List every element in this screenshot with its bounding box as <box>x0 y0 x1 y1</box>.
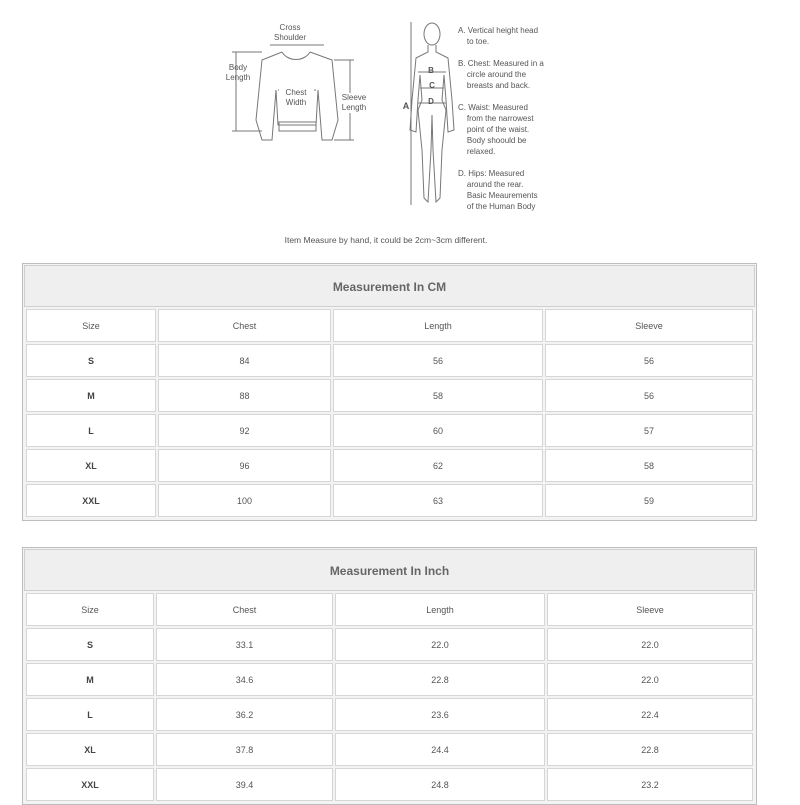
sleeve-cell: 22.0 <box>547 628 753 661</box>
table-title: Measurement In Inch <box>24 549 755 591</box>
column-header: Sleeve <box>545 309 753 342</box>
chest-cell: 36.2 <box>156 698 333 731</box>
column-header: Sleeve <box>547 593 753 626</box>
length-cell: 60 <box>333 414 543 447</box>
size-table <box>24 591 755 803</box>
cross-shoulder-label: Cross Shoulder <box>273 23 307 42</box>
column-header: Size <box>26 593 154 626</box>
column-header: Chest <box>158 309 331 342</box>
size-table <box>24 307 755 519</box>
size-cell: S <box>26 628 154 661</box>
length-cell: 22.0 <box>335 628 545 661</box>
sweater-hem <box>279 122 316 131</box>
length-cell: 56 <box>333 344 543 377</box>
size-cell: L <box>26 414 156 447</box>
length-cell: 23.6 <box>335 698 545 731</box>
table-title: Measurement In CM <box>24 265 755 307</box>
length-cell: 62 <box>333 449 543 482</box>
table-row <box>26 344 753 377</box>
sleeve-cell: 57 <box>545 414 753 447</box>
table-row <box>26 379 753 412</box>
table-header-row <box>26 309 753 342</box>
sleeve-length-label: Sleeve Length <box>338 93 370 113</box>
table-row <box>26 449 753 482</box>
measure-note: Item Measure by hand, it could be 2cm~3cm different. <box>284 235 488 245</box>
chest-width-label: Chest Width <box>279 88 313 108</box>
table-row <box>26 698 753 731</box>
human-figure <box>410 22 454 205</box>
size-cell: XL <box>26 449 156 482</box>
size-cell: XL <box>26 733 154 766</box>
length-cell: 63 <box>333 484 543 517</box>
length-cell: 24.4 <box>335 733 545 766</box>
sleeve-cell: 58 <box>545 449 753 482</box>
size-cell: L <box>26 698 154 731</box>
table-row <box>26 733 753 766</box>
marker-d: D <box>428 97 434 106</box>
measurement-legend <box>458 25 568 223</box>
body-length-label: Body Length <box>225 63 251 82</box>
length-cell: 24.8 <box>335 768 545 801</box>
column-header: Chest <box>156 593 333 626</box>
legend-item-c: C. Waist: Measured from the narrowest point of the waist. Body shoould be relaxed. <box>458 103 534 156</box>
marker-c: C <box>429 81 435 90</box>
legend-item-a: A. Vertical height head to toe. <box>458 26 539 46</box>
column-header: Length <box>333 309 543 342</box>
chest-cell: 33.1 <box>156 628 333 661</box>
size-cell: XXL <box>26 768 154 801</box>
table-row <box>26 628 753 661</box>
column-header: Length <box>335 593 545 626</box>
chest-cell: 39.4 <box>156 768 333 801</box>
table-row <box>26 414 753 447</box>
measurement-diagram <box>0 0 800 260</box>
sleeve-cell: 22.4 <box>547 698 753 731</box>
size-cell: XXL <box>26 484 156 517</box>
marker-a: A <box>402 101 410 111</box>
length-cell: 22.8 <box>335 663 545 696</box>
chest-cell: 92 <box>158 414 331 447</box>
column-header: Size <box>26 309 156 342</box>
chest-cell: 100 <box>158 484 331 517</box>
chest-cell: 34.6 <box>156 663 333 696</box>
garment-and-body-illustration <box>0 0 800 230</box>
sleeve-cell: 23.2 <box>547 768 753 801</box>
table-row <box>26 663 753 696</box>
size-table-inch <box>22 547 757 805</box>
legend-item-d: D. Hips: Measured around the rear. Basic Meaurements of the Human Body <box>458 169 538 211</box>
legend-item-b: B. Chest: Measured in a circle around the breasts and back. <box>458 59 544 90</box>
table-row <box>26 484 753 517</box>
sweater-neckline <box>282 52 310 60</box>
table-header-row <box>26 593 753 626</box>
size-cell: S <box>26 344 156 377</box>
size-cell: M <box>26 663 154 696</box>
chest-cell: 88 <box>158 379 331 412</box>
size-cell: M <box>26 379 156 412</box>
table-row <box>26 768 753 801</box>
sleeve-cell: 56 <box>545 379 753 412</box>
length-cell: 58 <box>333 379 543 412</box>
sleeve-cell: 22.8 <box>547 733 753 766</box>
chest-cell: 96 <box>158 449 331 482</box>
size-table-cm <box>22 263 757 521</box>
sleeve-cell: 56 <box>545 344 753 377</box>
chest-cell: 37.8 <box>156 733 333 766</box>
chest-cell: 84 <box>158 344 331 377</box>
sleeve-cell: 22.0 <box>547 663 753 696</box>
marker-b: B <box>428 66 434 75</box>
sleeve-cell: 59 <box>545 484 753 517</box>
